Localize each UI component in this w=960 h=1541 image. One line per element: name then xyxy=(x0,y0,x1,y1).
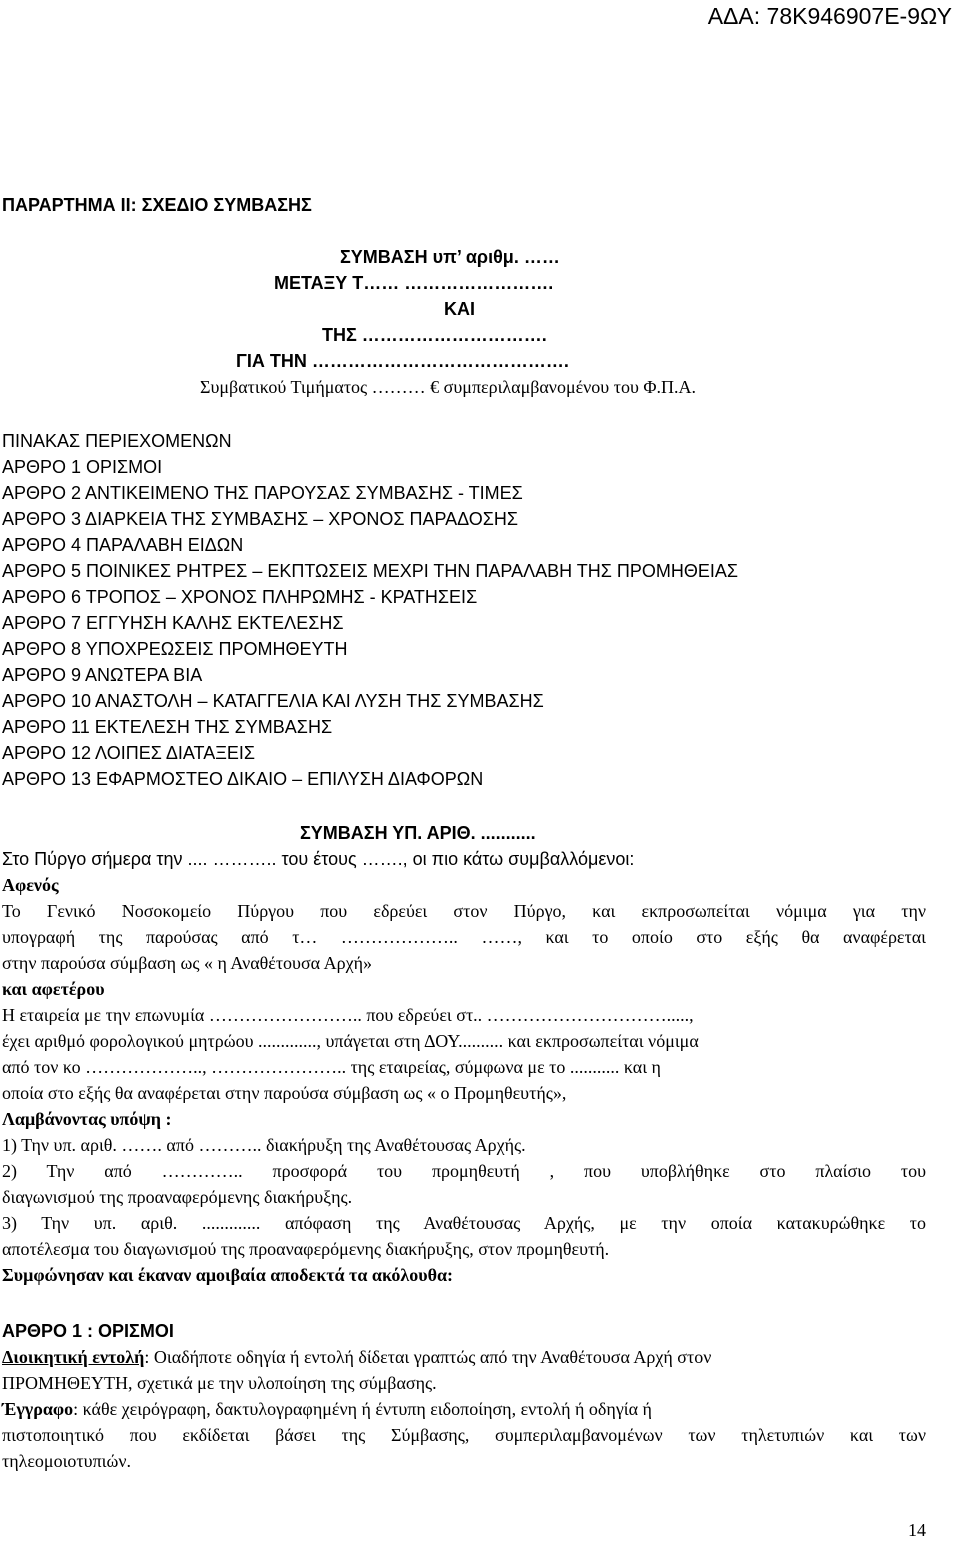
of-line: ΤΗΣ …………………………. xyxy=(322,325,547,345)
toc-item-5: ΑΡΘΡΟ 5 ΠΟΙΝΙΚΕΣ ΡΗΤΡΕΣ – ΕΚΠΤΩΣΕΙΣ ΜΕΧΡΙ ΤΗΝ ΠΑΡΑΛΑΒΗ ΤΗΣ ΠΡΟΜΗΘΕΙΑΣ xyxy=(2,561,739,581)
toc-item-1: ΑΡΘΡΟ 1 ΟΡΙΣΜΟΙ xyxy=(2,457,163,477)
annex-title: ΠΑΡΑΡΤΗΜΑ ΙΙ: ΣΧΕΔΙΟ ΣΥΜΒΑΣΗΣ xyxy=(2,195,312,215)
definition-2-line-2: πιστοποιητικό που εκδίδεται βάσει της Σύμβασης, συμπεριλαμβανομένων των τηλετυπιών και των xyxy=(2,1425,926,1445)
considering-item-2-cont: διαγωνισμού της προαναφερόμενης διακήρυξης. xyxy=(2,1187,353,1207)
definition-2-term: Έγγραφο xyxy=(2,1399,74,1419)
toc-item-2: ΑΡΘΡΟ 2 ΑΝΤΙΚΕΙΜΕΝΟ ΤΗΣ ΠΑΡΟΥΣΑΣ ΣΥΜΒΑΣΗΣ - ΤΙΜΕΣ xyxy=(2,483,523,503)
hospital-line-3: στην παρούσα σύμβαση ως « η Αναθέτουσα Αρχή» xyxy=(2,953,372,973)
definition-1-line-2: ΠΡΟΜΗΘΕΥΤΗ, σχετικά με την υλοποίηση της σύμβασης. xyxy=(2,1373,437,1393)
company-line-2: έχει αριθμό φορολογικού μητρώου ............., υπάγεται στη ΔΟΥ.......... και εκπροσωπείται νόμιμα xyxy=(2,1031,699,1051)
toc-item-9: ΑΡΘΡΟ 9 ΑΝΩΤΕΡΑ ΒΙΑ xyxy=(2,665,203,685)
hospital-line-2: υπογραφή της παρούσας από τ… ……………….. ……, και το οποίο στο εξής θα αναφέρεται xyxy=(2,927,926,947)
contract-price-line: Συμβατικού Τιμήματος ……… € συμπεριλαμβανομένου του Φ.Π.Α. xyxy=(200,377,697,397)
definition-1-text: : Οιαδήποτε οδηγία ή εντολή δίδεται γραπτώς από την Αναθέτουσα Αρχή στον xyxy=(144,1347,712,1367)
considering-label: Λαμβάνοντας υπόψη : xyxy=(2,1109,172,1129)
toc-heading: ΠΙΝΑΚΑΣ ΠΕΡΙΕΧΟΜΕΝΩΝ xyxy=(2,431,232,451)
considering-item-2: 2) Την από ………….. προσφορά του προμηθευτή , που υποβλήθηκε στο πλαίσιο του xyxy=(2,1161,926,1181)
and-line: ΚΑΙ xyxy=(444,299,475,319)
afenos-label: Αφενός xyxy=(2,875,59,895)
toc-item-10: ΑΡΘΡΟ 10 ΑΝΑΣΤΟΛΗ – ΚΑΤΑΓΓΕΛΙΑ ΚΑΙ ΛΥΣΗ ΤΗΣ ΣΥΜΒΑΣΗΣ xyxy=(2,691,544,711)
considering-item-3: 3) Την υπ. αριθ. ............. απόφαση της Αναθέτουσας Αρχής, με την οποία κατακυρώθηκε το xyxy=(2,1213,926,1233)
toc-item-8: ΑΡΘΡΟ 8 ΥΠΟΧΡΕΩΣΕΙΣ ΠΡΟΜΗΘΕΥΤΗ xyxy=(2,639,348,659)
definition-1-term: Διοικητική εντολή xyxy=(2,1347,145,1367)
definition-2-line-3: τηλεομοιοτυπιών. xyxy=(2,1451,131,1471)
afeterou-label: και αφετέρου xyxy=(2,979,105,999)
contract-heading: ΣΥΜΒΑΣΗ ΥΠ. ΑΡΙΘ. ........... xyxy=(300,823,536,843)
toc-item-4: ΑΡΘΡΟ 4 ΠΑΡΑΛΑΒΗ ΕΙΔΩΝ xyxy=(2,535,244,555)
definition-2-line-1 xyxy=(2,1398,652,1420)
ada-code: ΑΔΑ: 78Κ946907Ε-9ΩΥ xyxy=(707,3,952,29)
between-line: ΜΕΤΑΞΥ Τ…… ……………………. xyxy=(274,273,554,293)
toc-item-3: ΑΡΘΡΟ 3 ΔΙΑΡΚΕΙΑ ΤΗΣ ΣΥΜΒΑΣΗΣ – ΧΡΟΝΟΣ ΠΑΡΑΔΟΣΗΣ xyxy=(2,509,519,529)
contract-title-line: ΣΥΜΒΑΣΗ υπ’ αριθμ. …… xyxy=(340,247,560,267)
for-line: ΓΙΑ ΤΗΝ ……………………………………. xyxy=(236,351,569,371)
toc-item-7: ΑΡΘΡΟ 7 ΕΓΓΥΗΣΗ ΚΑΛΗΣ ΕΚΤΕΛΕΣΗΣ xyxy=(2,613,344,633)
considering-item-3-cont: αποτέλεσμα του διαγωνισμού της προαναφερόμενης διακήρυξης, στον προμηθευτή. xyxy=(2,1239,610,1259)
page-number: 14 xyxy=(908,1520,926,1540)
toc-item-13: ΑΡΘΡΟ 13 ΕΦΑΡΜΟΣΤΕΟ ΔΙΚΑΙΟ – ΕΠΙΛΥΣΗ ΔΙΑΦΟΡΩΝ xyxy=(2,769,484,789)
toc-item-12: ΑΡΘΡΟ 12 ΛΟΙΠΕΣ ΔΙΑΤΑΞΕΙΣ xyxy=(2,743,256,763)
definition-1-line-1 xyxy=(2,1346,711,1368)
company-line-1: Η εταιρεία με την επωνυμία …………………….. που εδρεύει στ.. …………………………....., xyxy=(2,1005,694,1025)
hospital-line-1: Το Γενικό Νοσοκομείο Πύργου που εδρεύει στον Πύργο, και εκπροσωπείται νόμιμα για την xyxy=(2,901,926,921)
definition-2-text: : κάθε χειρόγραφη, δακτυλογραφημένη ή έντυπη ειδοποίηση, εντολή ή οδηγία ή xyxy=(73,1399,652,1419)
toc-item-11: ΑΡΘΡΟ 11 ΕΚΤΕΛΕΣΗ ΤΗΣ ΣΥΜΒΑΣΗΣ xyxy=(2,717,333,737)
considering-item-1: 1) Την υπ. αριθ. ……. από ……….. διακήρυξη της Αναθέτουσας Αρχής. xyxy=(2,1135,526,1155)
contract-intro: Στο Πύργο σήμερα την .... ……….. του έτους ……., οι πιο κάτω συμβαλλόμενοι: xyxy=(2,849,635,869)
agreed-label: Συμφώνησαν και έκαναν αμοιβαία αποδεκτά τα ακόλουθα: xyxy=(2,1265,454,1285)
article-1-heading: ΑΡΘΡΟ 1 : ΟΡΙΣΜΟΙ xyxy=(2,1321,174,1341)
toc-item-6: ΑΡΘΡΟ 6 ΤΡΟΠΟΣ – ΧΡΟΝΟΣ ΠΛΗΡΩΜΗΣ - ΚΡΑΤΗΣΕΙΣ xyxy=(2,587,478,607)
company-line-3: από τον κο ……………….., ………………….. της εταιρείας, σύμφωνα με το ........... και η xyxy=(2,1057,661,1077)
company-line-4: οποία στο εξής θα αναφέρεται στην παρούσα σύμβαση ως « ο Προμηθευτής», xyxy=(2,1083,567,1103)
